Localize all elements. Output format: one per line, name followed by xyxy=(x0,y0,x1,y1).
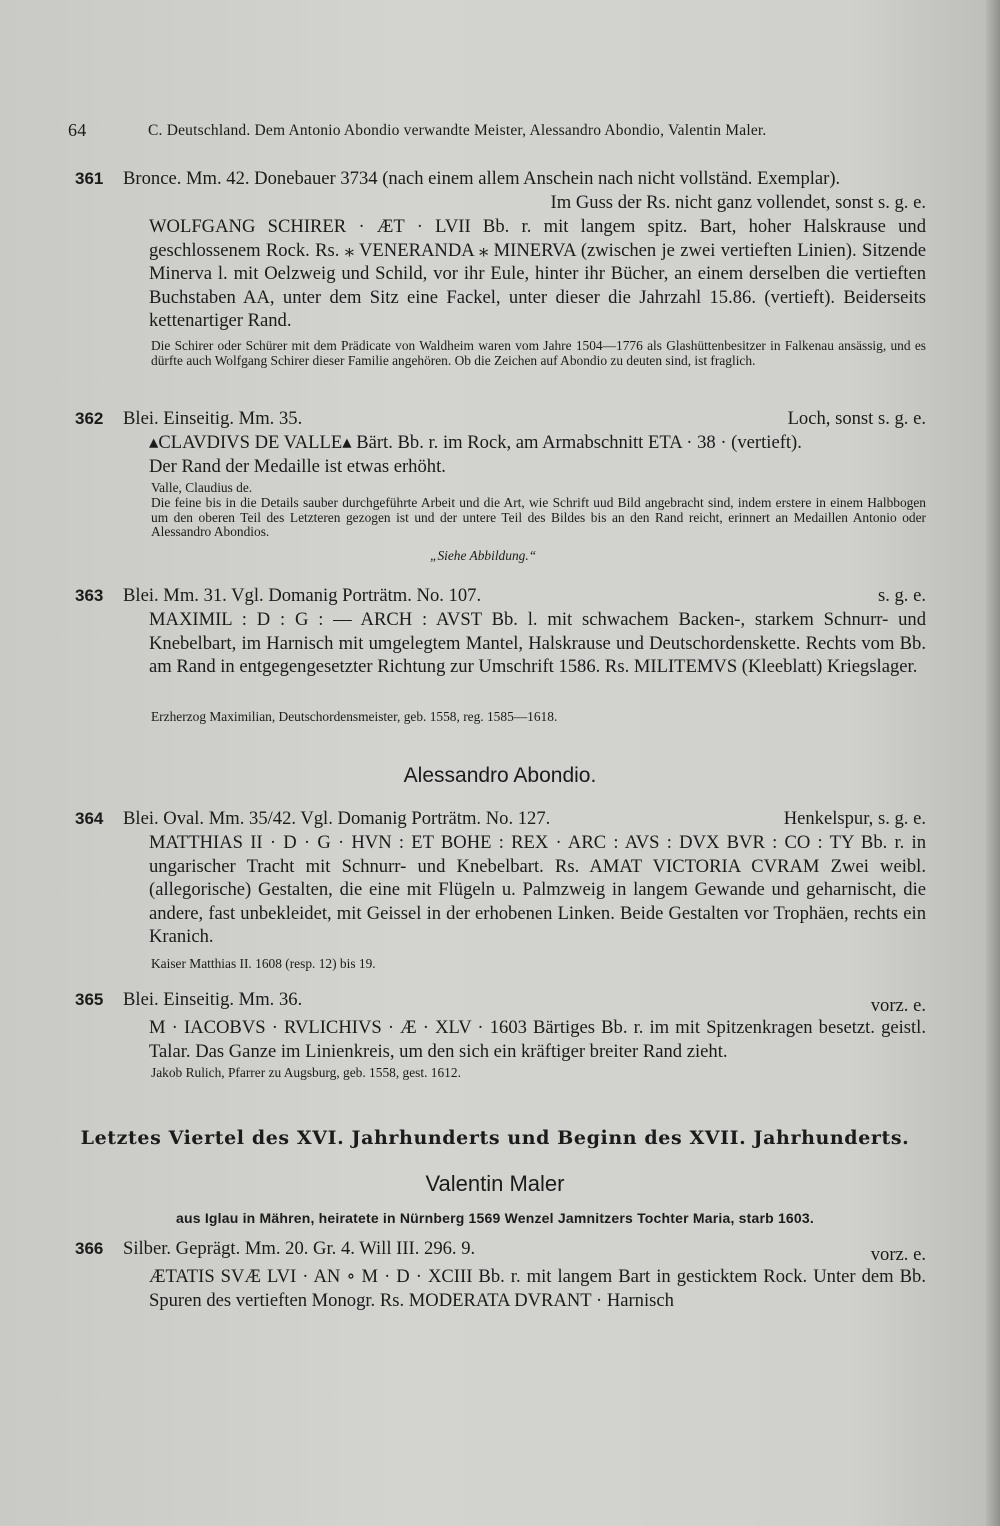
entry-condition: Henkelspur, s. g. e. xyxy=(783,808,926,829)
entry-number: 361 xyxy=(75,169,104,188)
entry-line: Blei. Einseitig. Mm. 35. xyxy=(123,408,303,429)
section-heading-valentin-maler: Valentin Maler xyxy=(425,1171,565,1196)
entry-line: Blei. Oval. Mm. 35/42. Vgl. Domanig Porträtm. No. 127. xyxy=(123,808,551,829)
entry-note: Die feine bis in die Details sauber durchgeführte Arbeit und die Art, wie Schrift uud Bild angebracht sind, indem erstere in einem Halbbogen um den oberen Teil des Letzteren gezogen ist und der untere Teil des Bildes bis an den Rand reicht, erinnert an Medaillen Antonio oder Alessandro Abondios. xyxy=(151,495,926,539)
figure-reference: „Siehe Abbildung.“ xyxy=(430,548,537,563)
entry-description: MATTHIAS II · D · G · HVN : ET BOHE : REX · ARC : AVS : DVX BVR : CO : TY Bb. r. in ungarischer Tracht mit Schnurr- und Knebelbart. Rs. AMAT VICTORIA CVRAM Zwei weibl. (allegorische) Gestalten, die eine mit Flügeln u. Palmzweig in langem Gewande und geharnischt, die andere, fast unbekleidet, mit Geissel in der erhobenen Linken. Beide Gestalten vor Trophäen, rechts ein Kranich. xyxy=(149,832,926,947)
entry-number: 366 xyxy=(75,1239,104,1258)
entry-line: Blei. Einseitig. Mm. 36. xyxy=(123,989,303,1010)
entry-condition: vorz. e. xyxy=(870,995,926,1016)
entry-line: ▴CLAVDIVS DE VALLE▴ Bärt. Bb. r. im Rock, am Armabschnitt ETA · 38 · (vertieft). xyxy=(149,432,802,453)
entry-line: Im Guss der Rs. nicht ganz vollendet, sonst s. g. e. xyxy=(550,192,926,213)
entry-number: 365 xyxy=(75,990,104,1009)
section-heading-alessandro-abondio: Alessandro Abondio. xyxy=(403,764,597,787)
period-heading: Letztes Viertel des XVI. Jahrhunderts und Beginn des XVII. Jahrhunderts. xyxy=(80,1127,910,1149)
entry-line: Silber. Geprägt. Mm. 20. Gr. 4. Will III. 296. 9. xyxy=(123,1238,476,1259)
artist-biography: aus Iglau in Mähren, heiratete in Nürnberg 1569 Wenzel Jamnitzers Tochter Maria, starb 1603. xyxy=(176,1210,814,1226)
entry-description: MAXIMIL : D : G : — ARCH : AVST Bb. l. mit schwachem Backen-, starkem Schnurr- und Knebelbart, im Harnisch mit umgelegtem Mantel, Halskrause und Deutschordenskette. Rechts vom Bb. am Rand in entgegengesetzter Richtung zur Umschrift 1586. Rs. MILITEMVS (Kleeblatt) Kriegslager. xyxy=(149,609,926,677)
entry-condition: s. g. e. xyxy=(877,585,926,606)
page-edge-shadow xyxy=(986,0,1000,1526)
entry-note: Jakob Rulich, Pfarrer zu Augsburg, geb. 1558, gest. 1612. xyxy=(151,1065,461,1080)
page-number: 64 xyxy=(68,120,87,140)
entry-note: Kaiser Matthias II. 1608 (resp. 12) bis 19. xyxy=(151,956,376,971)
entry-note: Valle, Claudius de. xyxy=(151,480,253,495)
running-head: C. Deutschland. Dem Antonio Abondio verwandte Meister, Alessandro Abondio, Valentin Maler. xyxy=(148,122,767,139)
entry-line: Der Rand der Medaille ist etwas erhöht. xyxy=(149,456,446,477)
entry-line: Blei. Mm. 31. Vgl. Domanig Porträtm. No. 107. xyxy=(123,585,482,606)
entry-number: 362 xyxy=(75,409,104,428)
entry-number: 364 xyxy=(75,809,104,828)
entry-description: M · IACOBVS · RVLICHIVS · Æ · XLV · 1603 Bärtiges Bb. r. im mit Spitzenkragen besetzt. geistl. Talar. Das Ganze im Linienkreis, um den sich ein kräftiger breiter Rand zieht. xyxy=(149,1017,926,1062)
entry-line: Bronce. Mm. 42. Donebauer 3734 (nach einem allem Anschein nach nicht vollständ. Exemplar). xyxy=(123,168,841,189)
entry-condition: vorz. e. xyxy=(870,1244,926,1265)
entry-description: ÆTATIS SVÆ LVI · AN ∘ M · D · XCIII Bb. r. mit langem Bart in gesticktem Rock. Unter dem Bb. Spuren des vertieften Monogr. Rs. MODERATA DVRANT · Harnisch xyxy=(149,1266,926,1311)
entry-note: Erzherzog Maximilian, Deutschordensmeister, geb. 1558, reg. 1585—1618. xyxy=(151,709,558,724)
entry-condition: Loch, sonst s. g. e. xyxy=(787,408,926,429)
entry-description: WOLFGANG SCHIRER · ÆT · LVII Bb. r. mit langem spitz. Bart, hoher Halskrause und geschlossenem Rock. Rs. ⁎ VENERANDA ⁎ MINERVA (zwischen je zwei vertieften Linien). Sitzende Minerva l. mit Oelzweig und Schild, vor ihr Eule, hinter ihr Bücher, an einem derselben die vertieften Buchstaben AA, unter dem Sitz eine Fackel, unter dieser die Jahrzahl 15.86. (vertieft). Beiderseits kettenartiger Rand. xyxy=(149,216,926,331)
entry-note: Die Schirer oder Schürer mit dem Prädicate von Waldheim waren vom Jahre 1504—1776 als Glashüttenbesitzer in Falkenau ansässig, und es dürfte auch Wolfgang Schirer dieser Familie angehören. Ob die Zeichen auf Abondio zu deuten sind, ist fraglich. xyxy=(151,338,926,368)
entry-number: 363 xyxy=(75,586,104,605)
